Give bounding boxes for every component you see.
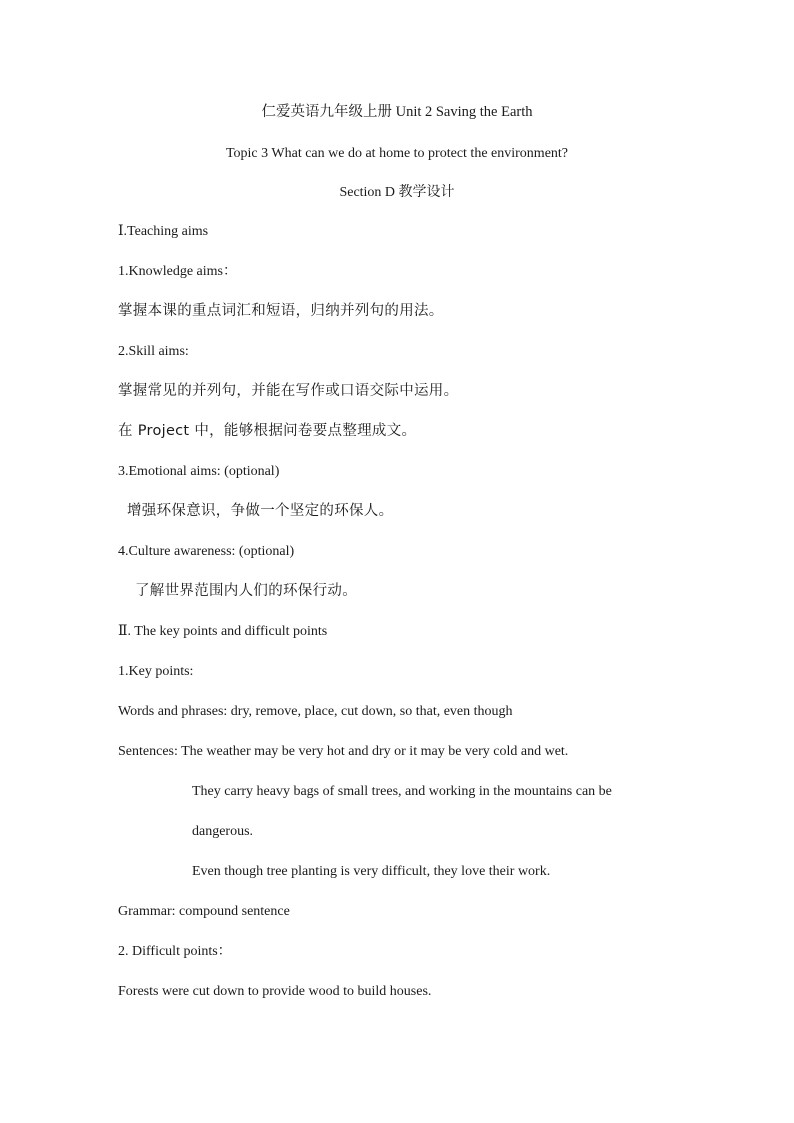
difficult-points-text: Forests were cut down to provide wood to build houses. xyxy=(118,984,432,999)
emotional-aims-label: 3.Emotional aims: (optional) xyxy=(118,464,280,479)
sentences-line-3: Even though tree planting is very difficult, they love their work. xyxy=(192,864,551,879)
document-title: 仁爱英语九年级上册 Unit 2 Saving the Earth xyxy=(261,104,533,120)
key-points-heading: Ⅱ. The key points and difficult points xyxy=(118,624,328,639)
key-points-label: 1.Key points: xyxy=(118,664,194,679)
grammar-line: Grammar: compound sentence xyxy=(118,904,290,919)
knowledge-aims-label: 1.Knowledge aims： xyxy=(118,264,237,279)
words-and-phrases: Words and phrases: dry, remove, place, cut down, so that, even though xyxy=(118,704,513,719)
knowledge-aims-text: 掌握本课的重点词汇和短语，归纳并列句的用法。 xyxy=(118,303,444,319)
emotional-aims-text: 增强环保意识，争做一个坚定的环保人。 xyxy=(127,503,394,519)
skill-aims-label: 2.Skill aims: xyxy=(118,344,189,359)
sentences-line-2: They carry heavy bags of small trees, and working in the mountains can be xyxy=(192,784,612,799)
sentences-line-1: Sentences: The weather may be very hot and dry or it may be very cold and wet. xyxy=(118,744,569,759)
skill-aims-text-1: 掌握常见的并列句，并能在写作或口语交际中运用。 xyxy=(118,383,459,399)
topic-line: Topic 3 What can we do at home to protect the environment? xyxy=(225,146,569,161)
teaching-aims-heading: Ⅰ.Teaching aims xyxy=(118,224,209,239)
culture-awareness-label: 4.Culture awareness: (optional) xyxy=(118,544,295,559)
sentences-line-2-cont: dangerous. xyxy=(192,824,254,839)
culture-awareness-text: 了解世界范围内人们的环保行动。 xyxy=(135,583,357,599)
section-line: Section D 教学设计 xyxy=(339,185,455,200)
difficult-points-label: 2. Difficult points： xyxy=(118,944,232,959)
skill-aims-text-2: 在 Project 中，能够根据问卷要点整理成文。 xyxy=(118,423,417,439)
